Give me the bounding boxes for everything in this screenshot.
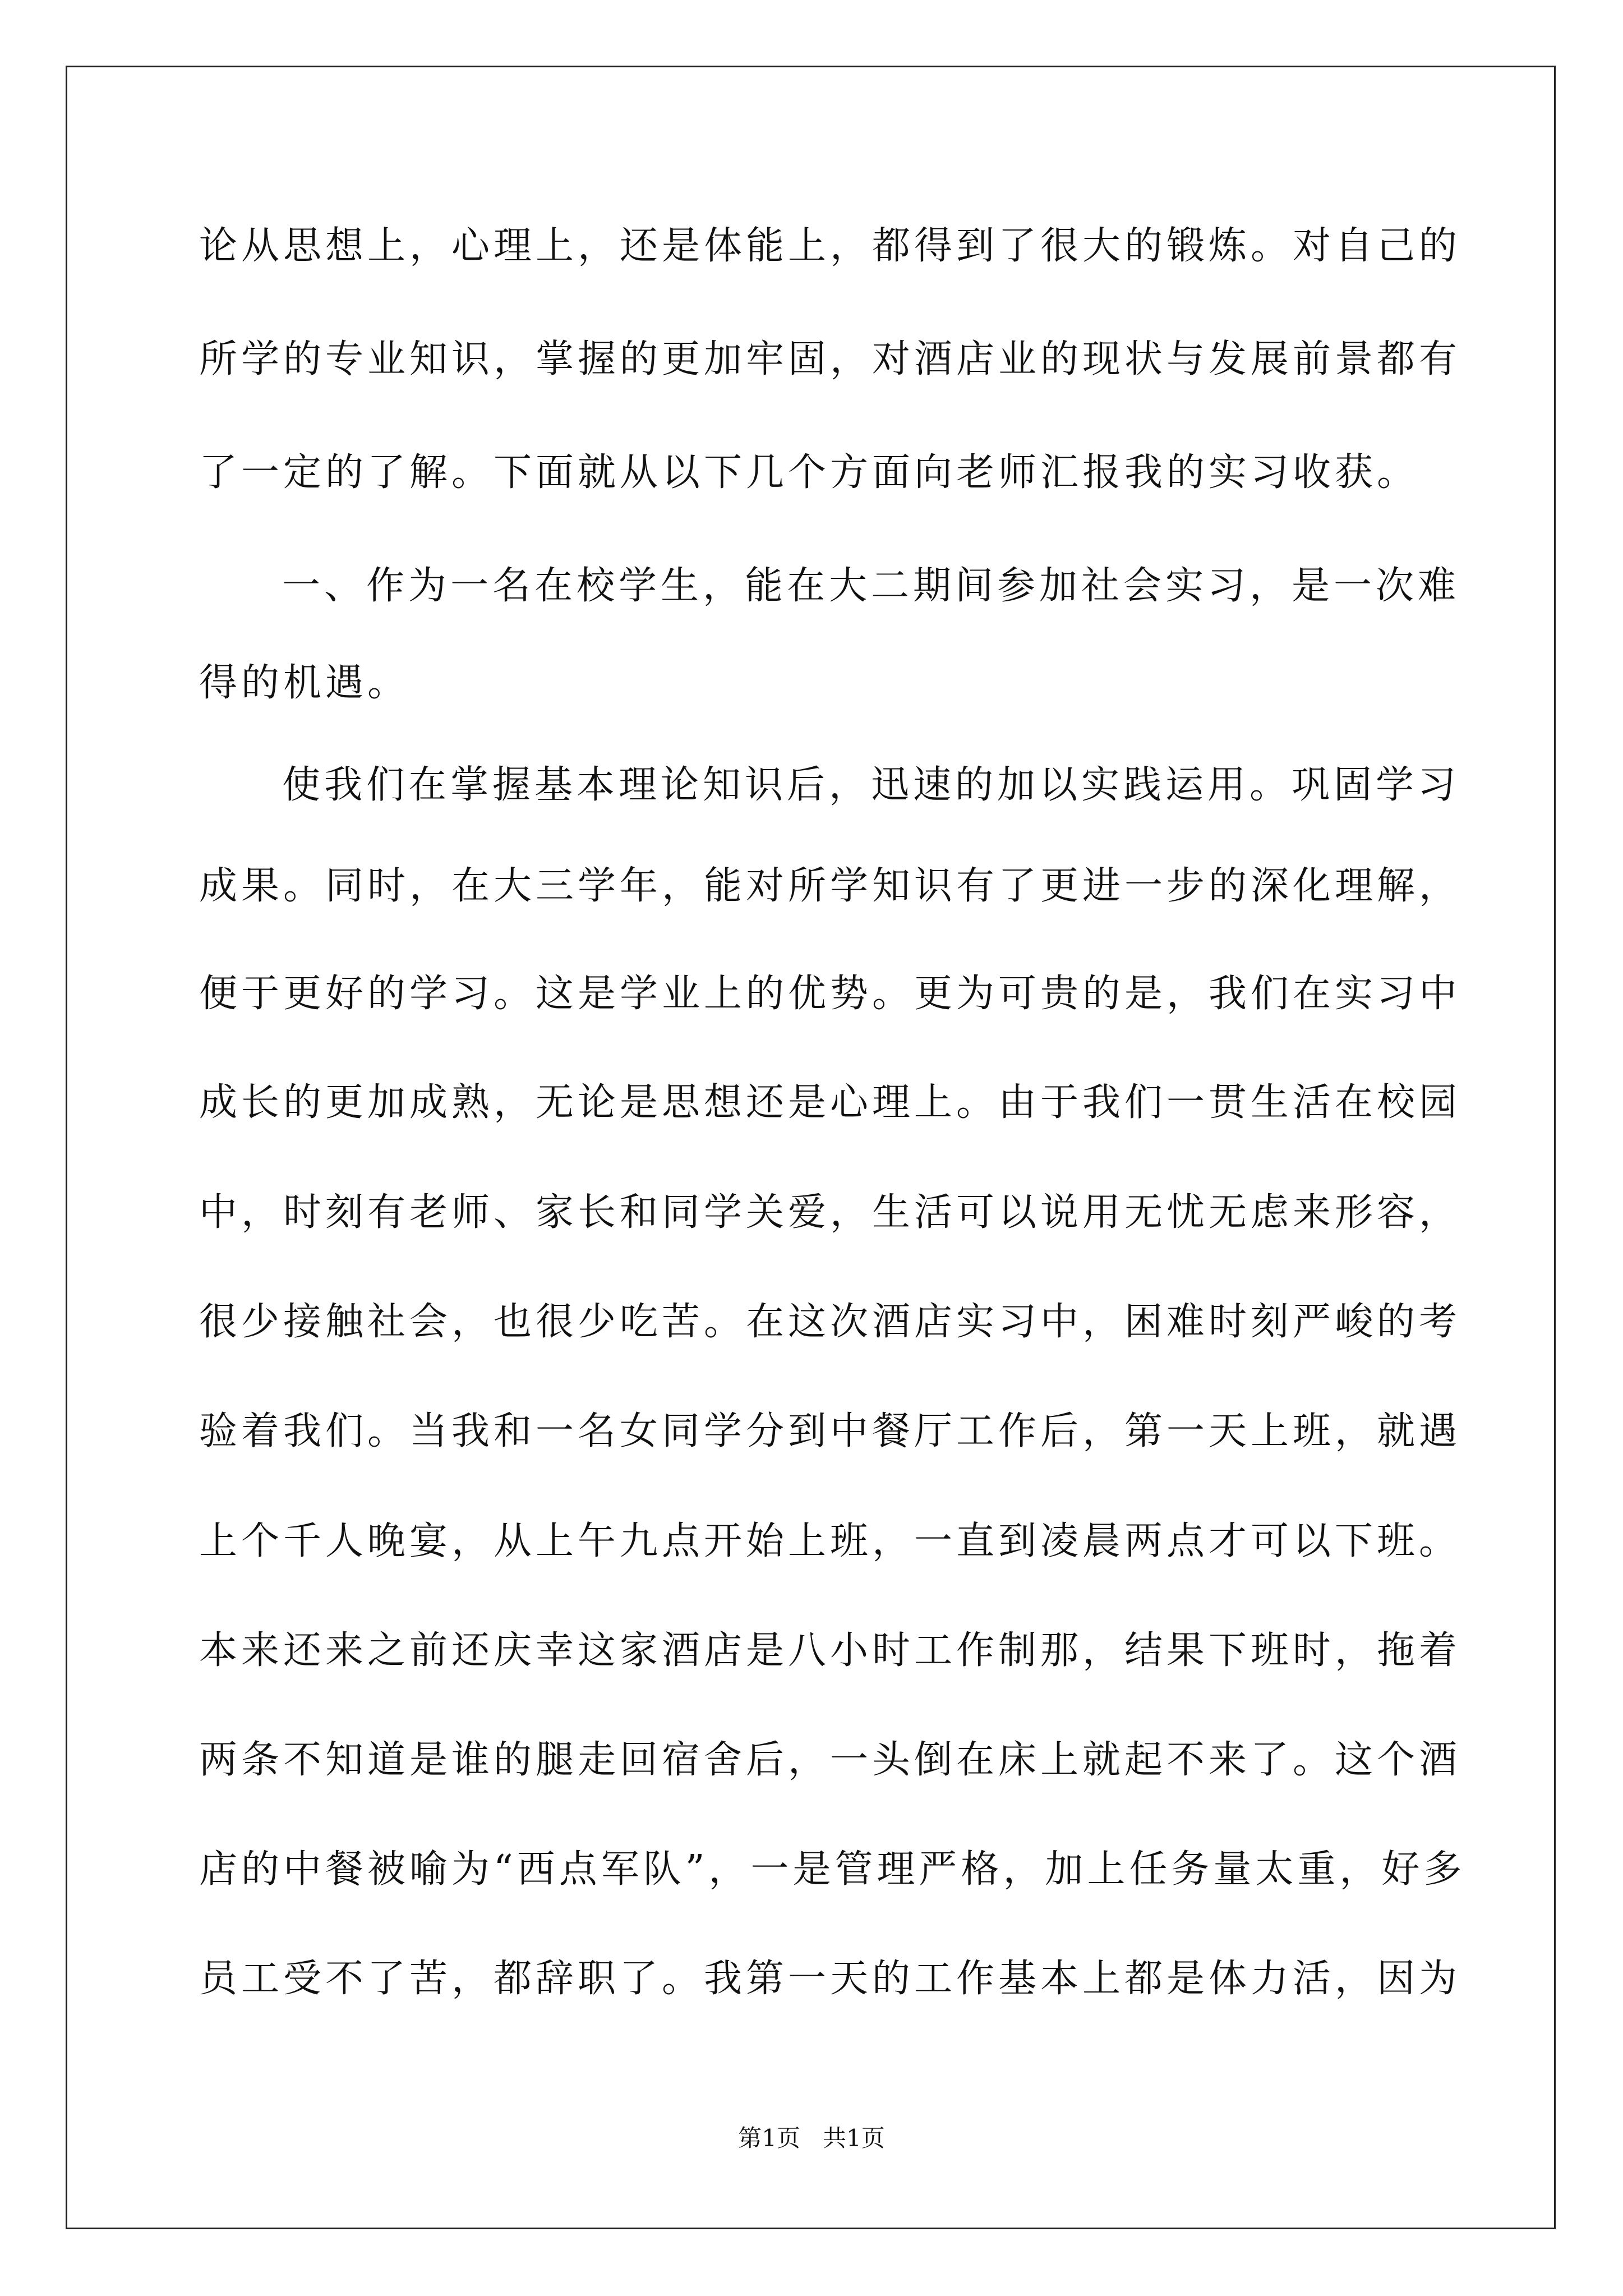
text-line-1: 论从思想上，心理上，还是体能上，都得到了很大的锻炼。对自己的 (199, 224, 1461, 268)
page-footer (0, 2124, 1623, 2152)
text-line-14: 本来还来之前还庆幸这家酒店是八小时工作制那，结果下班时，拖着 (199, 1628, 1461, 1673)
text-line-9: 成长的更加成熟，无论是思想还是心理上。由于我们一贯生活在校园 (199, 1080, 1461, 1125)
page-border (66, 66, 1556, 2229)
text-line-10: 中，时刻有老师、家长和同学关爱，生活可以说用无忧无虑来形容， (199, 1190, 1461, 1235)
page-total: 共1页 (823, 2124, 885, 2152)
text-line-12: 验着我们。当我和一名女同学分到中餐厅工作后，第一天上班，就遇 (199, 1409, 1461, 1453)
text-line-17: 员工受不了苦，都辞职了。我第一天的工作基本上都是体力活，因为 (199, 1957, 1461, 2001)
text-line-5: 得的机遇。 (199, 661, 410, 705)
text-line-3: 了一定的了解。下面就从以下几个方面向老师汇报我的实习收获。 (199, 450, 1419, 495)
text-line-16: 店的中餐被喻为“西点军队”，一是管理严格，加上任务量太重，好多 (199, 1847, 1466, 1892)
text-line-13: 上个千人晚宴，从上午九点开始上班，一直到凌晨两点才可以下班。 (199, 1519, 1461, 1563)
footer-gap (800, 2124, 823, 2152)
text-line-4: 一、作为一名在校学生，能在大二期间参加社会实习，是一次难 (282, 564, 1460, 608)
text-line-2: 所学的专业知识，掌握的更加牢固，对酒店业的现状与发展前景都有 (199, 337, 1461, 381)
text-line-6: 使我们在掌握基本理论知识后，迅速的加以实践运用。巩固学习 (282, 763, 1460, 807)
page-number: 第1页 (738, 2124, 800, 2152)
text-line-7: 成果。同时，在大三学年，能对所学知识有了更进一步的深化理解， (199, 864, 1461, 908)
text-line-8: 便于更好的学习。这是学业上的优势。更为可贵的是，我们在实习中 (199, 972, 1461, 1016)
text-line-11: 很少接触社会，也很少吃苦。在这次酒店实习中，困难时刻严峻的考 (199, 1300, 1461, 1344)
text-line-15: 两条不知道是谁的腿走回宿舍后，一头倒在床上就起不来了。这个酒 (199, 1738, 1461, 1782)
